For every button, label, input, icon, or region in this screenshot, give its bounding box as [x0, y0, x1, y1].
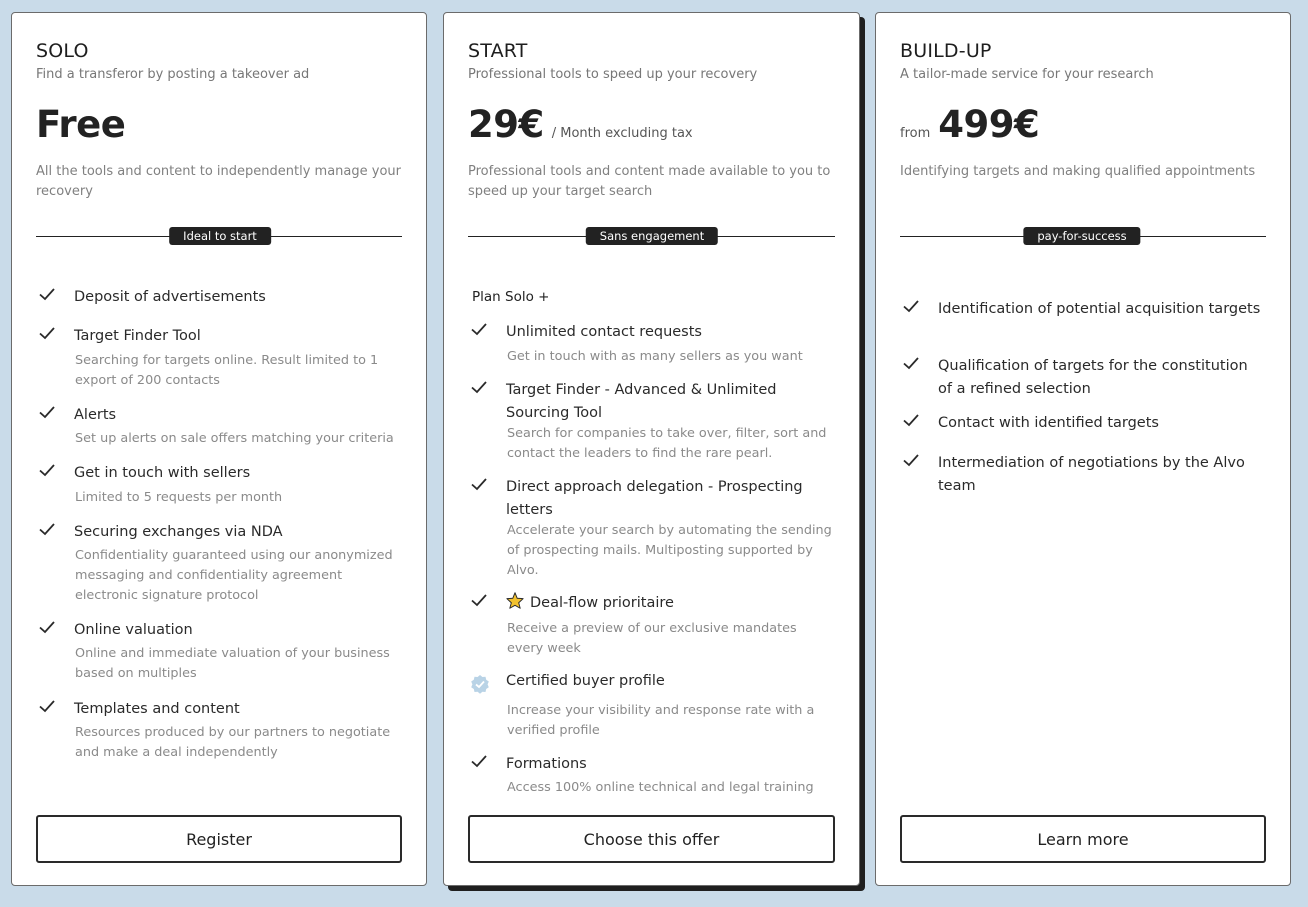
- plan-tagline: A tailor-made service for your research: [900, 67, 1154, 82]
- check-icon: [470, 378, 488, 396]
- check-icon: [38, 324, 56, 342]
- feature-title: Online valuation: [74, 622, 193, 638]
- check-icon: [38, 618, 56, 636]
- price-row: [36, 103, 125, 146]
- check-icon: [38, 285, 56, 303]
- plan-name: SOLO: [36, 40, 89, 62]
- check-icon: [470, 752, 488, 770]
- check-icon: [38, 520, 56, 538]
- feature-title: Target Finder Tool: [74, 328, 201, 344]
- check-icon: [902, 411, 920, 429]
- price-prefix: from: [900, 126, 931, 141]
- feature-subtitle: Increase your visibility and response rate with a verified profile: [507, 703, 815, 738]
- register-button[interactable]: Register: [36, 815, 402, 863]
- check-icon: [38, 697, 56, 715]
- plan-badge: Ideal to start: [169, 227, 271, 245]
- feature-title: Templates and content: [74, 701, 240, 717]
- feature-title: Contact with identified targets: [938, 415, 1159, 431]
- feature-title: [506, 592, 835, 615]
- check-icon: [902, 451, 920, 469]
- choose-offer-button[interactable]: Choose this offer: [468, 815, 835, 863]
- feature-subtitle: Searching for targets online. Result limited to 1 export of 200 contacts: [75, 353, 379, 388]
- star-icon: [506, 592, 524, 609]
- feature-subtitle: Access 100% online technical and legal training: [507, 780, 814, 795]
- learn-more-button[interactable]: Learn more: [900, 815, 1266, 863]
- plan-price: 499€: [938, 103, 1040, 146]
- plan-description: Identifying targets and making qualified appointments: [900, 164, 1256, 179]
- plan-badge: pay-for-success: [1023, 227, 1140, 245]
- plan-name: START: [468, 40, 528, 62]
- feature-title: Direct approach delegation - Prospecting letters: [506, 479, 803, 518]
- verified-badge-icon: [470, 674, 490, 694]
- feature-title: Identification of potential acquisition targets: [938, 301, 1261, 317]
- feature-title: Get in touch with sellers: [74, 465, 251, 481]
- price-row: [468, 103, 693, 146]
- feature-subtitle: Search for companies to take over, filter, sort and contact the leaders to find the rare pearl.: [507, 426, 827, 461]
- feature-title: Alerts: [74, 407, 117, 423]
- feature-title: Intermediation of negotiations by the Alvo team: [938, 455, 1245, 494]
- plan-card-solo: [11, 12, 427, 886]
- check-icon: [38, 403, 56, 421]
- feature-title: Unlimited contact requests: [506, 324, 702, 340]
- feature-subtitle: Get in touch with as many sellers as you want: [507, 349, 803, 364]
- plan-price: Free: [36, 103, 126, 146]
- feature-subtitle: Online and immediate valuation of your business based on multiples: [75, 646, 390, 681]
- plan-description: All the tools and content to independently manage your recovery: [36, 164, 401, 199]
- plan-badge: Sans engagement: [586, 227, 718, 245]
- plan-card-build-up: [875, 12, 1291, 886]
- check-icon: [470, 320, 488, 338]
- feature-subtitle: Set up alerts on sale offers matching your criteria: [75, 431, 394, 446]
- feature-title: Certified buyer profile: [506, 673, 665, 689]
- price-row: [900, 103, 1039, 146]
- plan-name: BUILD-UP: [900, 40, 992, 62]
- feature-subtitle: Resources produced by our partners to negotiate and make a deal independently: [75, 725, 391, 760]
- check-icon: [902, 354, 920, 372]
- feature-subtitle: Receive a preview of our exclusive mandates every week: [507, 621, 797, 656]
- plan-tagline: Professional tools to speed up your recovery: [468, 67, 758, 82]
- check-icon: [38, 461, 56, 479]
- feature-title: Securing exchanges via NDA: [74, 524, 283, 540]
- plan-price: 29€: [468, 103, 544, 146]
- feature-title: Formations: [506, 756, 587, 772]
- check-icon: [470, 475, 488, 493]
- feature-title: Deposit of advertisements: [74, 289, 266, 305]
- plan-tagline: Find a transferor by posting a takeover ad: [36, 67, 310, 82]
- plan-card-start: [443, 12, 860, 886]
- feature-subtitle: Limited to 5 requests per month: [75, 490, 283, 505]
- plan-solo-plus-label: Plan Solo +: [472, 289, 550, 305]
- price-note: / Month excluding tax: [551, 126, 693, 141]
- feature-title-text: Deal-flow prioritaire: [530, 595, 674, 611]
- feature-title: Target Finder - Advanced & Unlimited Sourcing Tool: [506, 382, 777, 421]
- check-icon: [470, 591, 488, 609]
- feature-title: Qualification of targets for the constitution of a refined selection: [938, 358, 1248, 397]
- check-icon: [902, 297, 920, 315]
- feature-subtitle: Confidentiality guaranteed using our anonymized messaging and confidentiality agreement electronic signature protocol: [75, 548, 393, 603]
- plan-description: Professional tools and content made available to you to speed up your target search: [468, 164, 831, 199]
- feature-subtitle: Accelerate your search by automating the sending of prospecting mails. Multiposting supported by Alvo.: [507, 523, 832, 578]
